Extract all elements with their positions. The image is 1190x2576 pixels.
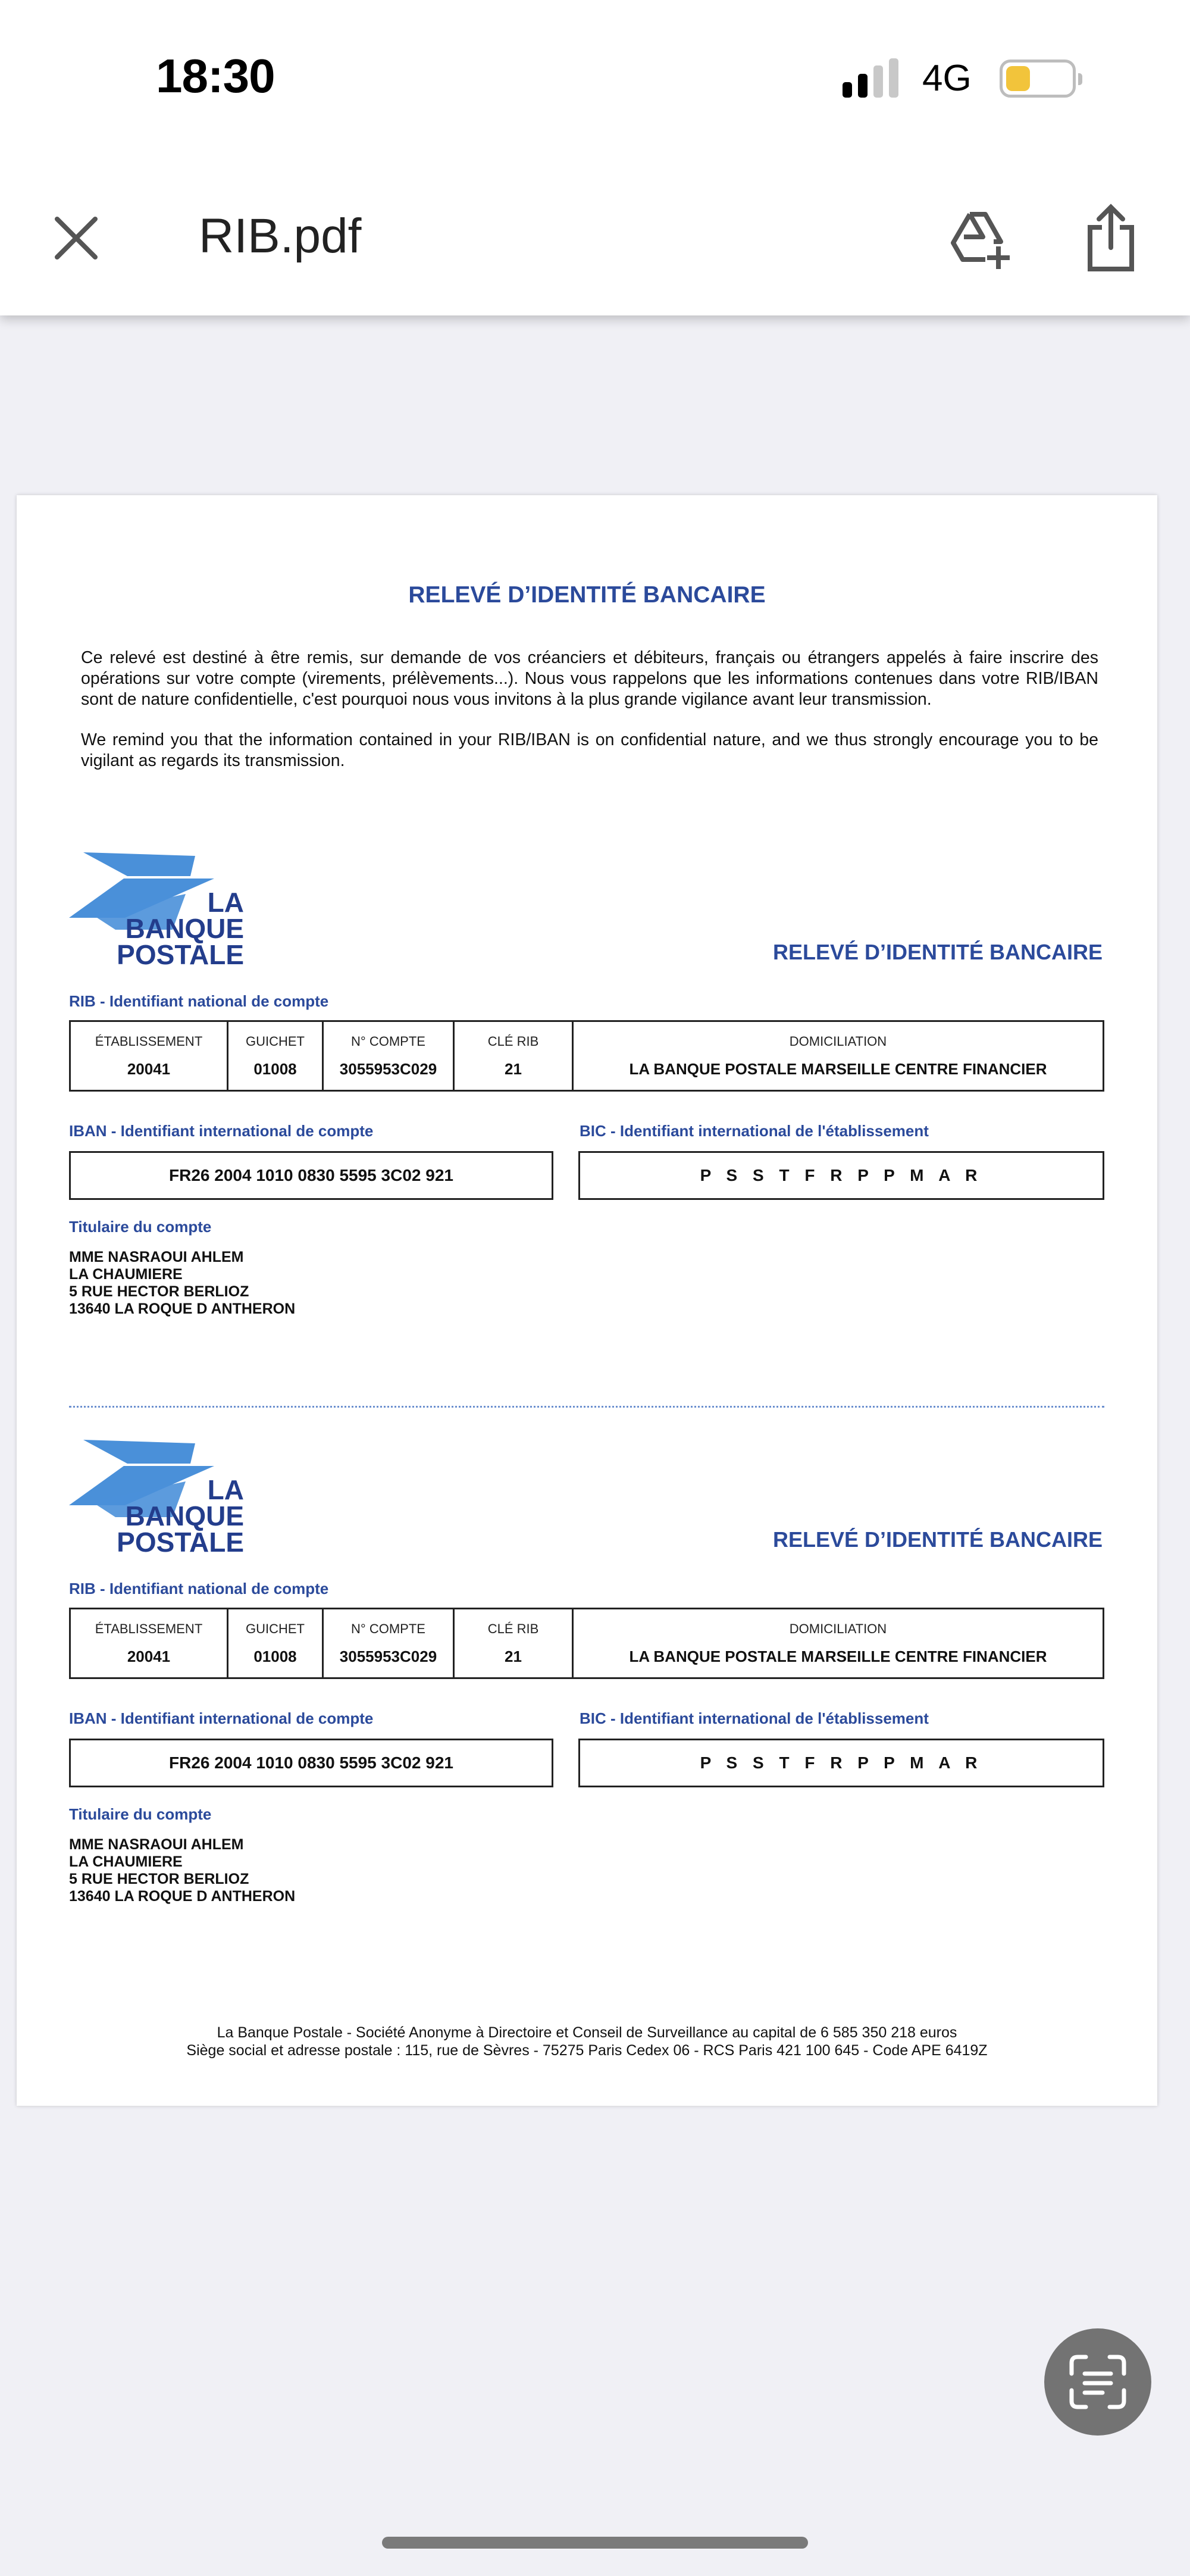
logo-line: BANQUE xyxy=(125,1500,244,1531)
rib-value: 21 xyxy=(505,1647,522,1665)
holder-line: 5 RUE HECTOR BERLIOZ xyxy=(69,1283,249,1300)
rib-cell xyxy=(454,1021,573,1091)
signal-icon xyxy=(843,58,908,98)
intro-english: We remind you that the information contained in your RIB/IBAN is on confidential nature, and we thus strongly encourage you to be vigilant as regards its transmission. xyxy=(81,730,1098,770)
close-icon xyxy=(52,214,100,262)
la-banque-postale-logo xyxy=(68,1440,244,1559)
page-title: RELEVÉ D’IDENTITÉ BANCAIRE xyxy=(408,582,766,608)
rib-table xyxy=(69,1608,1104,1679)
rib-label: RIB - Identifiant national de compte xyxy=(69,1580,329,1598)
document-title: RIB.pdf xyxy=(199,209,362,263)
rib-header: GUICHET xyxy=(246,1033,305,1049)
legal-footer xyxy=(17,2024,1157,2059)
holder-address xyxy=(69,1249,295,1318)
rib-value: LA BANQUE POSTALE MARSEILLE CENTRE FINANCIER xyxy=(629,1647,1047,1665)
rib-section xyxy=(17,1440,1157,1975)
rib-cell xyxy=(70,1609,228,1678)
logo-line: POSTALE xyxy=(117,939,244,970)
holder-line: 13640 LA ROQUE D ANTHERON xyxy=(69,1888,296,1905)
rib-header: N° COMPTE xyxy=(351,1621,425,1636)
rib-header: ÉTABLISSEMENT xyxy=(95,1033,203,1049)
bic-label: BIC - Identifiant international de l'établissement xyxy=(580,1122,929,1140)
rib-cell xyxy=(228,1021,323,1091)
rib-value: 01008 xyxy=(253,1059,297,1078)
network-type: 4G xyxy=(922,58,972,99)
rib-value: LA BANQUE POSTALE MARSEILLE CENTRE FINANCIER xyxy=(629,1059,1047,1078)
scan-text-icon xyxy=(1044,2328,1151,2436)
share-icon xyxy=(1084,202,1138,274)
iban-value: FR26 2004 1010 0830 5595 3C02 921 xyxy=(69,1739,553,1787)
close-button[interactable] xyxy=(52,214,100,262)
iban-label: IBAN - Identifiant international de compte xyxy=(69,1709,374,1727)
logo-line: LA xyxy=(207,1474,244,1505)
pdf-page[interactable] xyxy=(17,495,1157,2106)
iban-label: IBAN - Identifiant international de compte xyxy=(69,1122,374,1140)
cut-separator xyxy=(69,1406,1104,1408)
rib-value: 3055953C029 xyxy=(339,1647,437,1665)
bic-value: P S S T F R P P M A R xyxy=(578,1739,1104,1787)
rib-header: ÉTABLISSEMENT xyxy=(95,1621,203,1636)
battery-icon xyxy=(1000,60,1076,98)
holder-label: Titulaire du compte xyxy=(69,1805,212,1823)
logo-line: POSTALE xyxy=(117,1527,244,1558)
holder-line: LA CHAUMIERE xyxy=(69,1853,183,1870)
add-to-drive-button[interactable] xyxy=(946,207,1012,273)
holder-line: MME NASRAOUI AHLEM xyxy=(69,1836,244,1853)
rib-cell xyxy=(323,1609,454,1678)
section-title: RELEVÉ D’IDENTITÉ BANCAIRE xyxy=(772,1527,1103,1552)
rib-label: RIB - Identifiant national de compte xyxy=(69,992,329,1010)
rib-section xyxy=(17,852,1157,1388)
logo-line: BANQUE xyxy=(125,913,244,944)
rib-header: GUICHET xyxy=(246,1621,305,1636)
section-title: RELEVÉ D’IDENTITÉ BANCAIRE xyxy=(772,940,1103,964)
add-to-drive-icon xyxy=(946,207,1012,273)
rib-cell xyxy=(454,1609,573,1678)
holder-line: 5 RUE HECTOR BERLIOZ xyxy=(69,1871,249,1887)
home-indicator[interactable] xyxy=(382,2537,808,2549)
holder-line: 13640 LA ROQUE D ANTHERON xyxy=(69,1300,296,1317)
rib-cell xyxy=(323,1021,454,1091)
rib-header: CLÉ RIB xyxy=(487,1621,539,1636)
rib-table xyxy=(69,1020,1104,1092)
rib-cell xyxy=(70,1021,228,1091)
top-bar xyxy=(0,0,1190,315)
holder-label: Titulaire du compte xyxy=(69,1218,212,1236)
rib-value: 01008 xyxy=(253,1647,297,1665)
la-banque-postale-logo xyxy=(68,852,244,971)
rib-cell xyxy=(573,1609,1104,1678)
rib-header: DOMICILIATION xyxy=(789,1621,887,1636)
status-time: 18:30 xyxy=(156,49,275,102)
rib-value: 3055953C029 xyxy=(339,1059,437,1078)
rib-value: 20041 xyxy=(127,1647,171,1665)
logo-line: LA xyxy=(207,887,244,918)
bic-label: BIC - Identifiant international de l'établissement xyxy=(580,1709,929,1727)
intro-french: Ce relevé est destiné à être remis, sur demande de vos créanciers et débiteurs, français ou étrangers appelés à faire inscrire des opérations sur votre compte (virements, prélèvements...). Nous vous rappelons que les informations contenues dans votre RIB/IBAN sont de nature confidentielle, c'est pourquoi nous vous invitons à la plus grande vigilance avant leur transmission. xyxy=(81,648,1098,709)
rib-header: N° COMPTE xyxy=(351,1033,425,1049)
iban-value: FR26 2004 1010 0830 5595 3C02 921 xyxy=(69,1151,553,1200)
rib-cell xyxy=(573,1021,1104,1091)
footer-line-1: La Banque Postale - Société Anonyme à Directoire et Conseil de Surveillance au capital de 6 585 350 218 euros xyxy=(217,2024,957,2041)
rib-cell xyxy=(228,1609,323,1678)
footer-line-2: Siège social et adresse postale : 115, rue de Sèvres - 75275 Paris Cedex 06 - RCS Paris 421 100 645 - Code APE 6419Z xyxy=(186,2042,988,2059)
share-button[interactable] xyxy=(1084,202,1138,274)
rib-header: CLÉ RIB xyxy=(487,1033,539,1049)
holder-line: MME NASRAOUI AHLEM xyxy=(69,1249,244,1265)
rib-value: 21 xyxy=(505,1059,522,1078)
bic-value: P S S T F R P P M A R xyxy=(578,1151,1104,1200)
rib-header: DOMICILIATION xyxy=(789,1033,887,1049)
live-text-button[interactable] xyxy=(1044,2328,1151,2436)
holder-address xyxy=(69,1836,295,1905)
rib-value: 20041 xyxy=(127,1059,171,1078)
holder-line: LA CHAUMIERE xyxy=(69,1266,183,1283)
